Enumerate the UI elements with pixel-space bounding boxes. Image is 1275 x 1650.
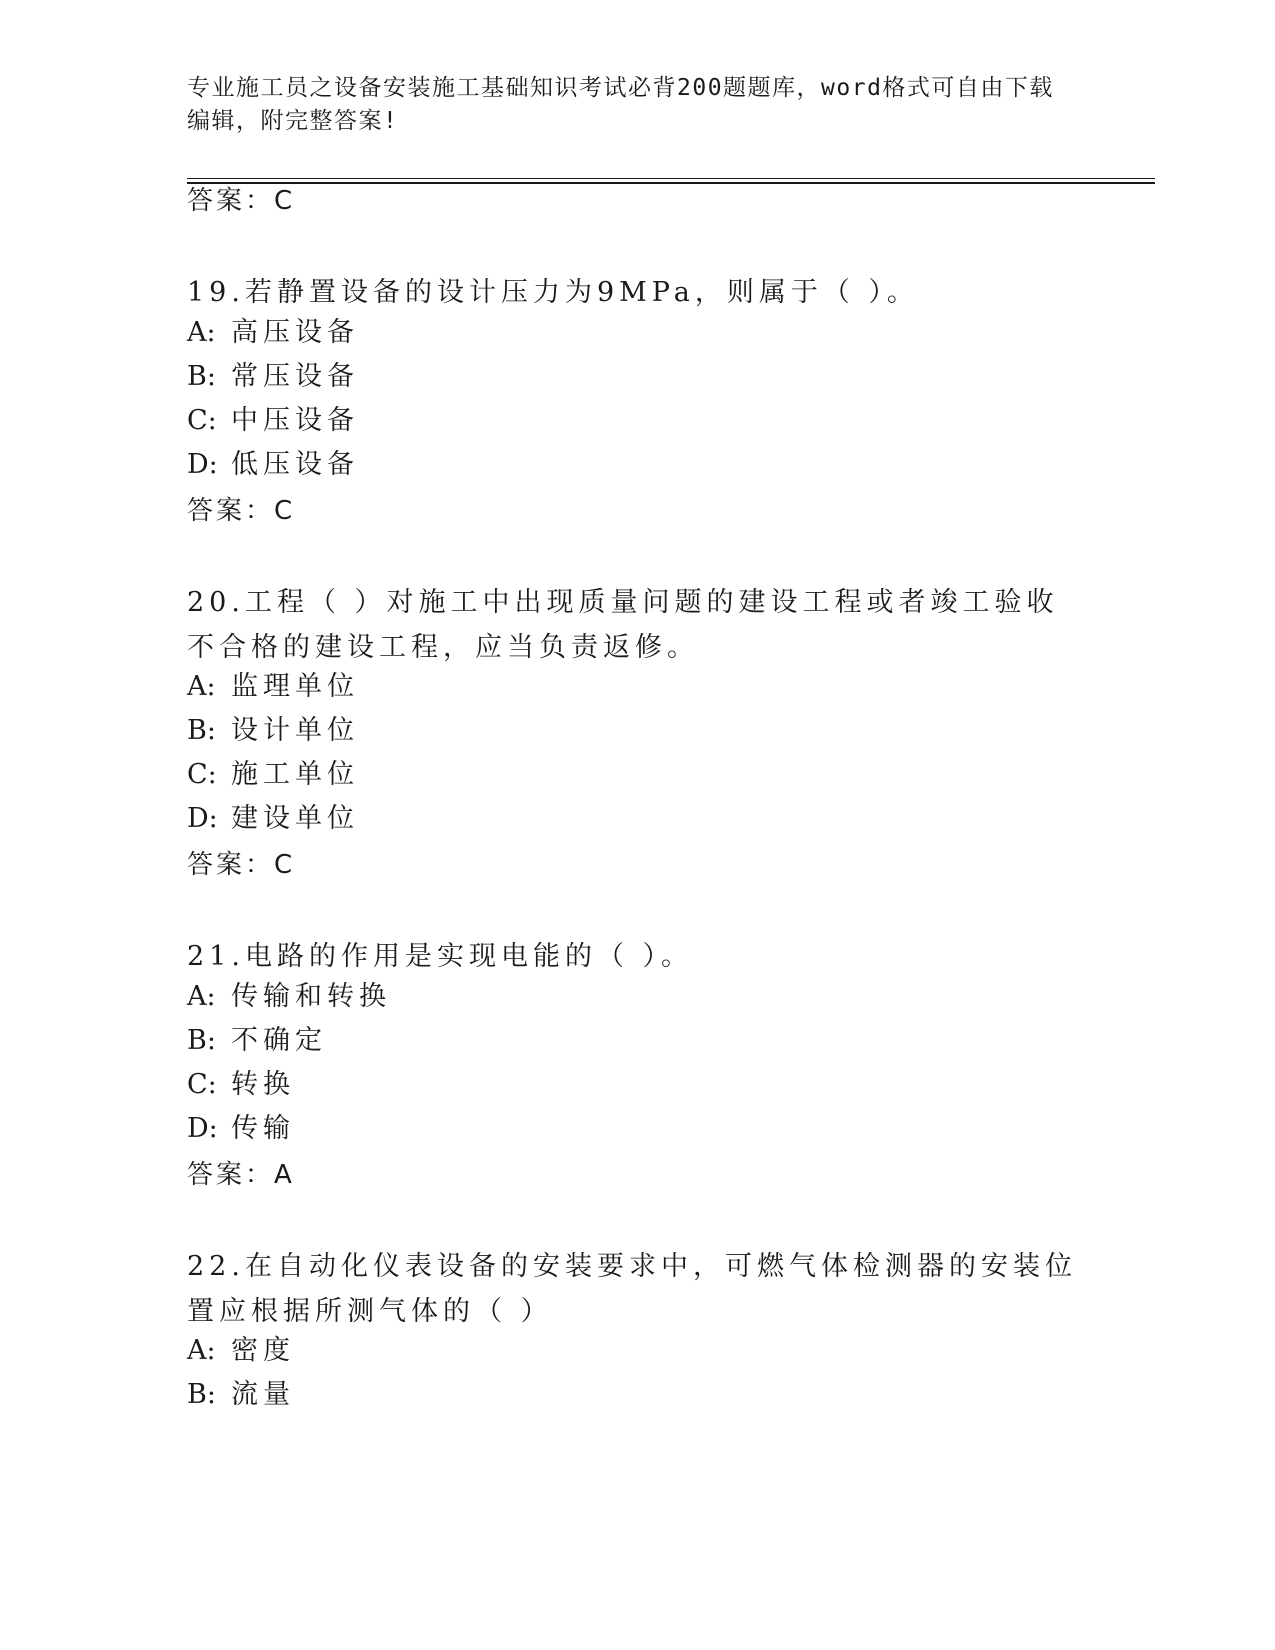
question-20-option-c <box>187 760 359 790</box>
question-21-option-d <box>187 1114 295 1144</box>
answer-label: 答案： <box>187 1160 275 1190</box>
answer-value: A <box>274 1160 294 1190</box>
answer-value: C <box>274 850 295 880</box>
option-text: 不确定 <box>231 1025 327 1056</box>
question-19-option-c <box>187 406 359 436</box>
option-key: C: <box>187 1069 217 1100</box>
question-21-option-c <box>187 1070 295 1100</box>
question-20-option-d <box>187 804 359 834</box>
option-key: B: <box>187 715 216 746</box>
answer-label: 答案： <box>187 496 275 526</box>
question-19-answer <box>187 496 294 526</box>
question-21-option-a <box>187 982 391 1012</box>
question-19-option-d <box>187 450 359 480</box>
answer-line-prev <box>187 186 294 216</box>
option-text: 高压设备 <box>231 317 359 348</box>
option-key: D: <box>187 449 218 480</box>
answer-value: C <box>274 186 295 216</box>
question-21-text: 21.电路的作用是实现电能的（ ）。 <box>187 941 694 972</box>
option-key: C: <box>187 759 217 790</box>
option-key: A: <box>187 1335 216 1366</box>
header-divider-thick <box>187 182 1155 184</box>
option-text: 流量 <box>231 1379 295 1410</box>
question-19-option-a <box>187 318 359 348</box>
option-text: 传输 <box>231 1113 295 1144</box>
option-key: B: <box>187 1379 216 1410</box>
question-21-option-b <box>187 1026 327 1056</box>
answer-label: 答案： <box>187 850 275 880</box>
question-20-answer <box>187 850 294 880</box>
option-text: 密度 <box>231 1335 295 1366</box>
document-header: 专业施工员之设备安装施工基础知识考试必背200题题库，word格式可自由下载编辑，附完整答案! <box>187 75 1054 134</box>
option-key: A: <box>187 981 216 1012</box>
question-22-text: 22.在自动化仪表设备的安装要求中，可燃气体检测器的安装位置应根据所测气体的（ ） <box>187 1251 1077 1327</box>
option-key: C: <box>187 405 217 436</box>
question-22-option-b <box>187 1380 295 1410</box>
option-text: 传输和转换 <box>231 981 391 1012</box>
option-key: B: <box>187 361 216 392</box>
option-key: D: <box>187 1113 218 1144</box>
option-key: A: <box>187 671 216 702</box>
option-key: A: <box>187 317 216 348</box>
question-19-text: 19.若静置设备的设计压力为9MPa，则属于（ ）。 <box>187 277 919 308</box>
answer-label: 答案： <box>187 186 275 216</box>
option-text: 建设单位 <box>231 803 359 834</box>
option-key: D: <box>187 803 218 834</box>
question-20-text: 20.工程（ ）对施工中出现质量问题的建设工程或者竣工验收不合格的建设工程，应当负责返修。 <box>187 587 1059 663</box>
option-text: 中压设备 <box>231 405 359 436</box>
question-20-option-a <box>187 672 359 702</box>
question-19-option-b <box>187 362 359 392</box>
answer-value: C <box>274 496 295 526</box>
option-text: 监理单位 <box>231 671 359 702</box>
question-21-answer <box>187 1160 294 1190</box>
option-text: 设计单位 <box>231 715 359 746</box>
question-20-option-b <box>187 716 359 746</box>
option-key: B: <box>187 1025 216 1056</box>
question-22-option-a <box>187 1336 295 1366</box>
header-divider-thin <box>187 178 1155 179</box>
option-text: 转换 <box>231 1069 295 1100</box>
option-text: 施工单位 <box>231 759 359 790</box>
option-text: 常压设备 <box>231 361 359 392</box>
option-text: 低压设备 <box>231 449 359 480</box>
